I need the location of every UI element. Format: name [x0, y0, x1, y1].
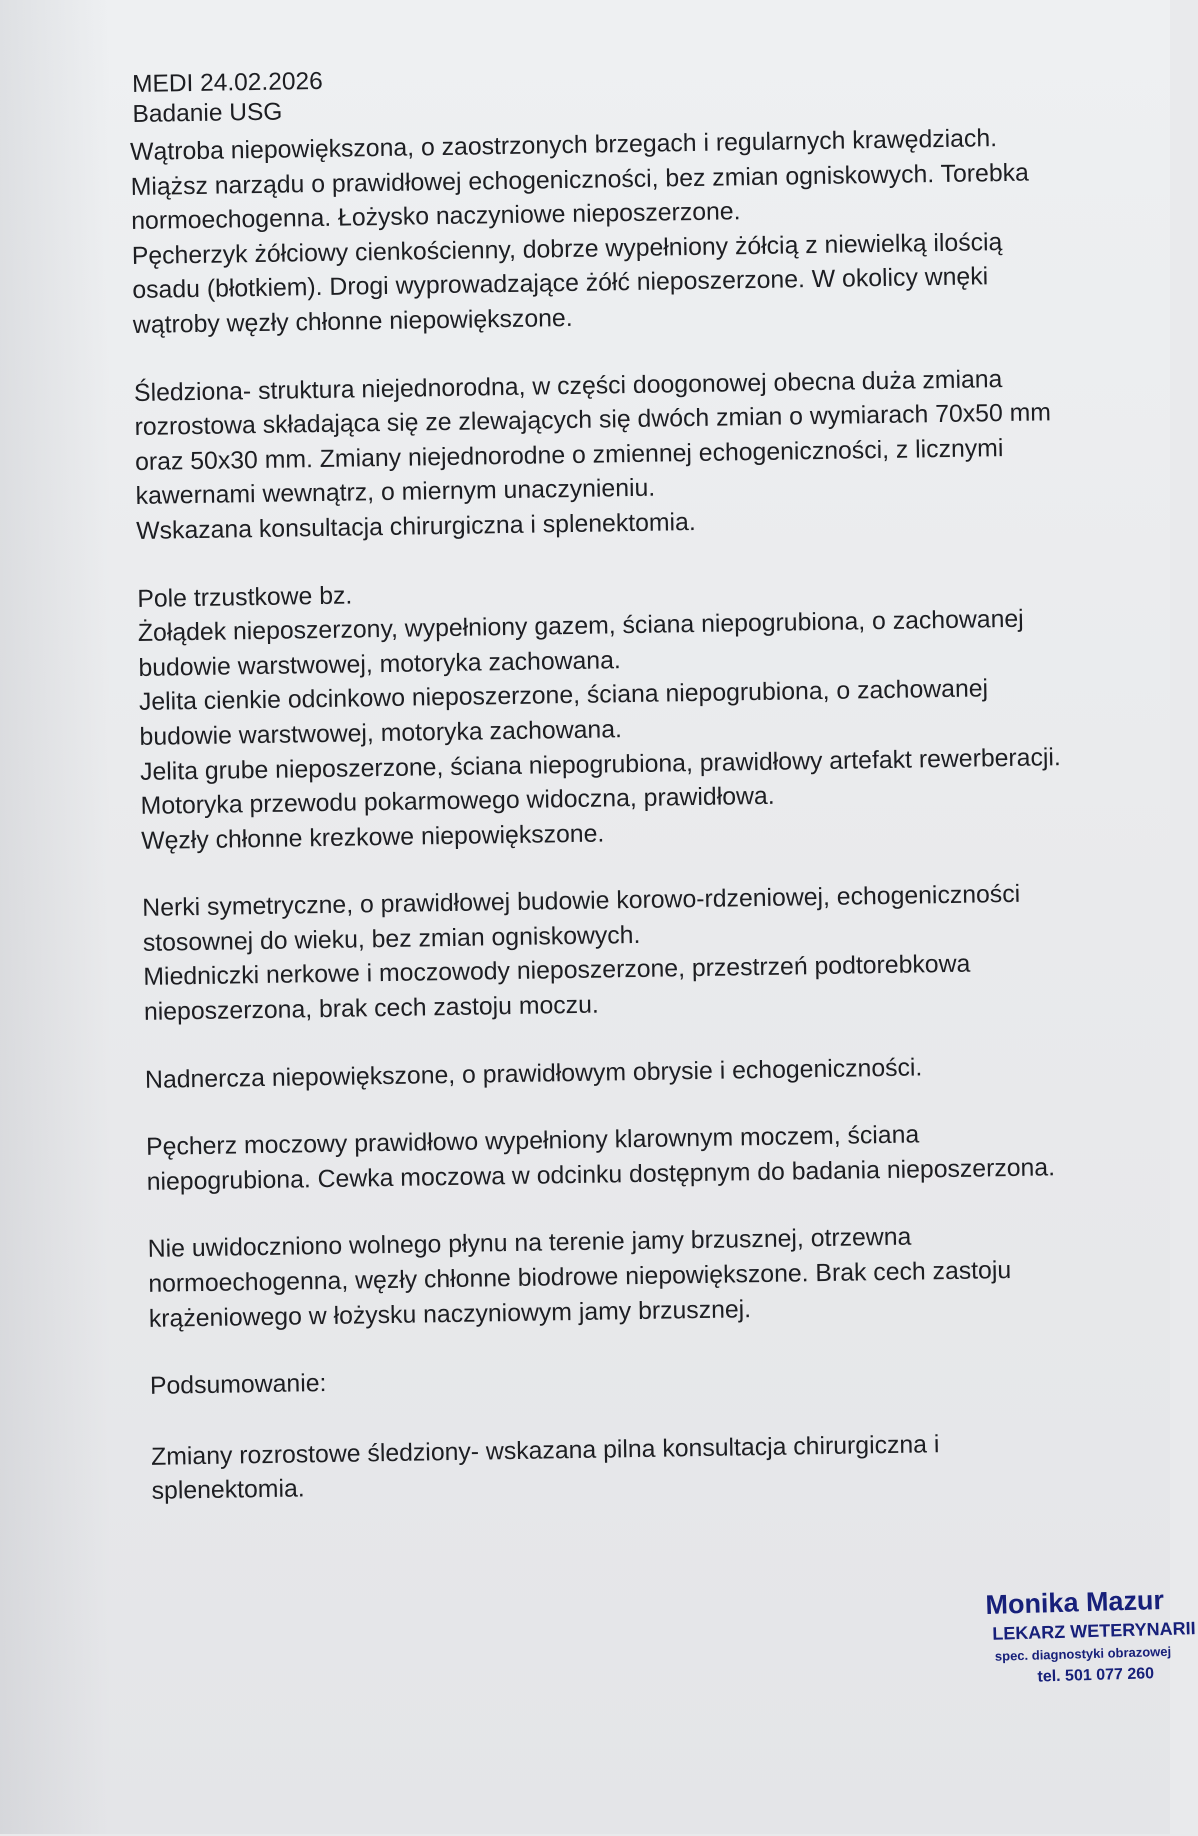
exam-type: Badanie USG: [132, 98, 283, 128]
report-body: [130, 119, 1182, 1542]
text-line: Miedniczki nerkowe i moczowody nieposzerzone, przestrzeń podtorebkowa: [143, 951, 971, 992]
finding-paragraph: [146, 1115, 1177, 1201]
finding-paragraph: [145, 1047, 1175, 1098]
summary-title: Podsumowanie:: [149, 1370, 327, 1401]
text-line: Pole trzustkowe bz.: [137, 582, 353, 613]
finding-paragraph: [130, 119, 1163, 343]
stamp-name: Monika Mazur: [985, 1585, 1165, 1620]
report-header: [132, 54, 1133, 130]
findings: [130, 119, 1179, 1337]
text-line: krążeniowego w łożysku naczyniowym jamy brzusznej.: [148, 1295, 752, 1333]
text-line: Pęcherzyk żółciowy cienkościenny, dobrze wypełniony żółcią z niewielką ilością: [131, 228, 1003, 270]
text-line: osadu (błotkiem). Drogi wyprowadzające żółć nieposzerzone. W okolicy wnęki: [132, 263, 989, 305]
clinic-date: MEDI 24.02.2026: [131, 67, 323, 98]
summary-text: [151, 1424, 1182, 1510]
text-line: Węzły chłonne krezkowe niepowiększone.: [141, 820, 605, 855]
text-line: oraz 50x30 mm. Zmiany niejednorodne o zmiennej echogeniczności, z licznymi: [134, 434, 1004, 476]
text-line: Jelita grube nieposzerzone, ściana niepogrubiona, prawidłowy artefakt rewerberacji.: [139, 743, 1061, 786]
text-line: Żołądek nieposzerzony, wypełniony gazem, ściana niepogrubiona, o zachowanej: [137, 605, 1024, 648]
finding-paragraph: [142, 876, 1174, 1031]
text-line: Miąższ narządu o prawidłowej echogeniczności, bez zmian ogniskowych. Torebka: [130, 159, 1030, 201]
finding-paragraph: [137, 566, 1171, 859]
finding-paragraph: [134, 360, 1167, 549]
text-line: normoechogenna. Łożysko naczyniowe nieposzerzone.: [131, 198, 741, 236]
stamp-specialty: spec. diagnostyki obrazowej: [994, 1643, 1172, 1664]
text-line: Śledziona- struktura niejednorodna, w części doogonowej obecna duża zmiana: [133, 365, 1003, 407]
text-line: Motoryka przewodu pokarmowego widoczna, prawidłowa.: [140, 782, 775, 821]
text-line: budowie warstwowej, motoryka zachowana.: [138, 646, 621, 682]
text-line: niepogrubiona. Cewka moczowa w odcinku dostępnym do badania nieposzerzona.: [146, 1154, 1056, 1196]
finding-paragraph: [148, 1217, 1180, 1337]
text-line: rozrostowa składająca się ze zlewających się dwóch zmian o wymiarach 70x50 mm: [134, 399, 1052, 442]
text-line: wątroby węzły chłonne niepowiększone.: [132, 304, 573, 339]
text-line: Nadnercza niepowiększone, o prawidłowym obrysie i echogeniczności.: [144, 1054, 923, 1094]
text-line: nieposzerzona, brak cech zastoju moczu.: [143, 991, 599, 1026]
text-line: Nerki symetryczne, o prawidłowej budowie korowo-rdzeniowej, echogeniczności: [142, 881, 1021, 923]
stamp-title: LEKARZ WETERYNARII: [992, 1618, 1196, 1644]
doctor-stamp: [985, 1582, 1196, 1690]
stamp-phone: tel. 501 077 260: [1037, 1665, 1155, 1686]
text-line: Pęcherz moczowy prawidłowo wypełniony klarownym moczem, ściana: [145, 1121, 920, 1162]
text-line: Nie uwidoczniono wolnego płynu na terenie jamy brzusznej, otrzewna: [147, 1224, 912, 1264]
summary-line: splenektomia.: [151, 1475, 305, 1506]
text-line: normoechogenna, węzły chłonne biodrowe niepowiększone. Brak cech zastoju: [148, 1257, 1012, 1298]
text-line: Wskazana konsultacja chirurgiczna i splenektomia.: [136, 508, 696, 545]
text-line: stosownej do wieku, bez zmian ogniskowych.: [142, 921, 641, 957]
text-line: kawernami wewnątrz, o miernym unaczynieniu.: [135, 474, 656, 511]
text-line: Jelita cienkie odcinkowo nieposzerzone, ściana niepogrubiona, o zachowanej: [138, 675, 989, 717]
summary-line: Zmiany rozrostowe śledziony- wskazana pilna konsultacja chirurgiczna i: [150, 1430, 940, 1471]
text-line: budowie warstwowej, motoryka zachowana.: [139, 716, 623, 751]
text-line: Wątroba niepowiększona, o zaostrzonych brzegach i regularnych krawędziach.: [129, 125, 998, 167]
